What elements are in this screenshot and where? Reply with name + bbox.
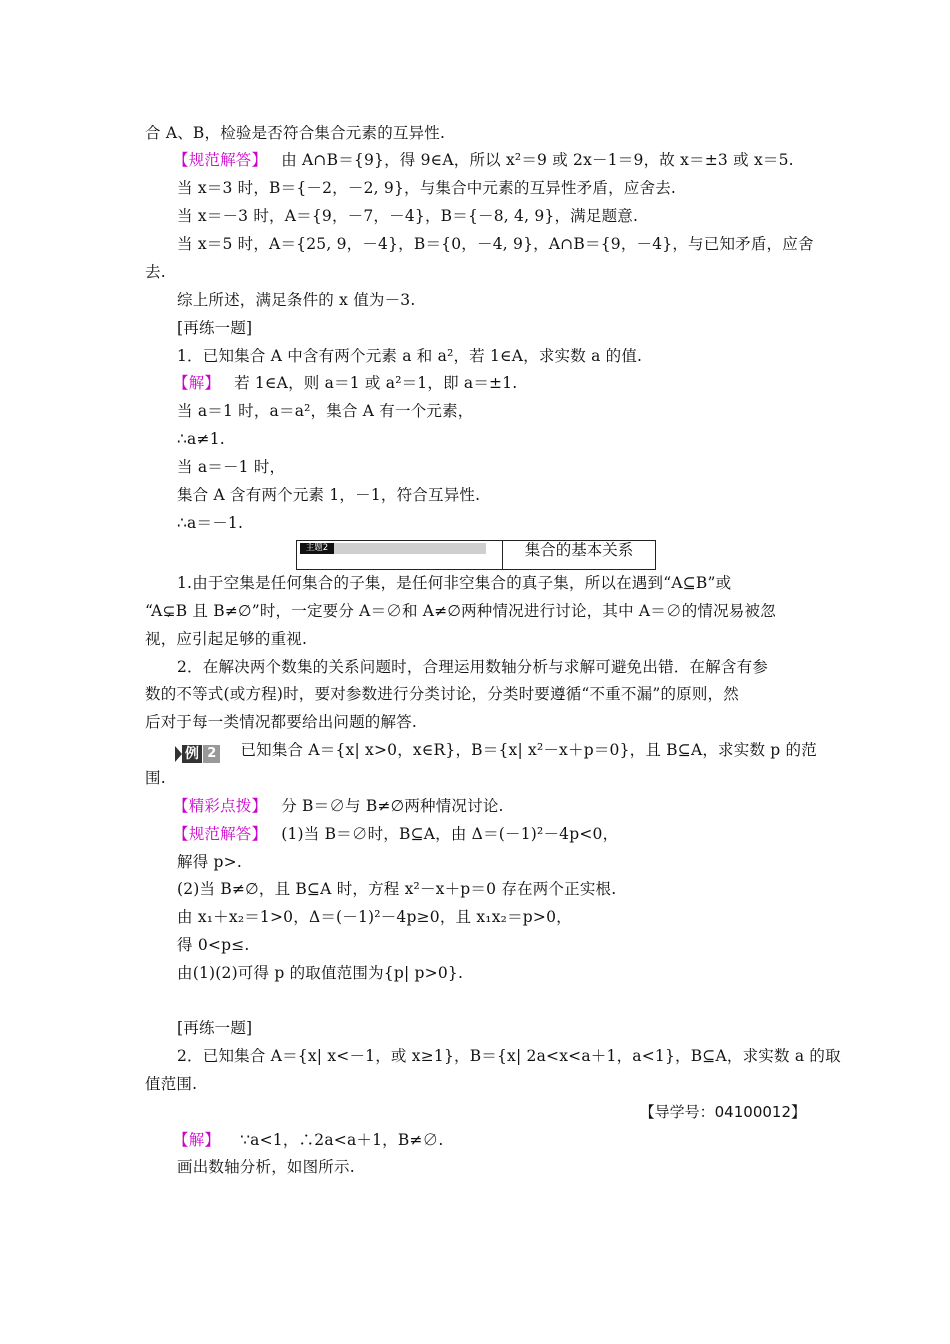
text-line bbox=[145, 1072, 197, 1096]
line-text: 数的不等式(或方程)时，要对参数进行分类讨论，分类时要遵循“不重不漏”的原则，然 bbox=[145, 685, 739, 703]
topic-label: 主题2 bbox=[300, 543, 334, 554]
text-line bbox=[177, 427, 225, 451]
text-line bbox=[177, 655, 768, 679]
text-line bbox=[177, 961, 463, 985]
line-text: 分 B＝∅与 B≠∅两种情况讨论. bbox=[281, 797, 504, 815]
line-text: 去. bbox=[145, 263, 166, 281]
answer-tag: 【解】 bbox=[173, 1131, 221, 1149]
text-line bbox=[177, 232, 814, 256]
example-badge-number: 2 bbox=[203, 745, 220, 763]
text-line bbox=[145, 627, 307, 651]
line-text: ∵a<1，∴2a<a＋1，B≠∅. bbox=[240, 1131, 444, 1149]
example-line bbox=[175, 738, 817, 765]
line-text: 当 x＝5 时，A＝{25, 9，－4}，B＝{0，－4, 9}，A∩B＝{9，－4}，与已知矛盾，应舍 bbox=[177, 235, 814, 253]
text-line bbox=[177, 571, 731, 595]
text-line bbox=[177, 399, 474, 423]
text-line bbox=[177, 877, 616, 901]
text-line bbox=[177, 176, 676, 200]
text-line bbox=[173, 794, 504, 818]
line-text: 值范围. bbox=[145, 1075, 198, 1093]
text-line bbox=[173, 822, 618, 846]
text-line bbox=[145, 260, 166, 284]
text-line bbox=[173, 148, 794, 172]
line-text: 合 A、B，检验是否符合集合元素的互异性. bbox=[145, 124, 446, 142]
hint-tag: 【精彩点拨】 bbox=[173, 797, 268, 815]
line-text: 当 a＝－1 时， bbox=[177, 458, 286, 476]
line-text: 当 a＝1 时，a＝a²，集合 A 有一个元素， bbox=[177, 402, 474, 420]
line-text: “A⊊B 且 B≠∅”时，一定要分 A＝∅和 A≠∅两种情况进行讨论，其中 A＝∅的情况易被忽 bbox=[145, 602, 776, 620]
text-line bbox=[177, 288, 416, 312]
answer-tag: 【解】 bbox=[173, 374, 221, 392]
line-text: 画出数轴分析，如图所示. bbox=[177, 1158, 355, 1176]
text-line bbox=[177, 483, 480, 507]
text-line bbox=[177, 204, 638, 228]
text-line bbox=[145, 766, 166, 790]
line-text: 已知集合 A＝{x| x>0，x∈R}，B＝{x| x²－x＋p＝0}，且 B⊆A，求实数 p 的范 bbox=[240, 741, 817, 759]
line-text: 1．已知集合 A 中含有两个元素 a 和 a²，若 1∈A，求实数 a 的值. bbox=[177, 347, 643, 365]
line-text: 视，应引起足够的重视. bbox=[145, 630, 308, 648]
guide-number: 【导学号：04100012】 bbox=[639, 1103, 806, 1121]
line-text: 综上所述，满足条件的 x 值为－3. bbox=[177, 291, 416, 309]
example-badge-text: 例 bbox=[182, 745, 202, 763]
text-line bbox=[177, 905, 572, 929]
line-text: 由 x₁＋x₂＝1>0，Δ＝(－1)²－4p≥0，且 x₁x₂＝p>0， bbox=[177, 908, 572, 926]
line-text: 当 x＝－3 时，A＝{9，－7，－4}，B＝{－8, 4, 9}，满足题意. bbox=[177, 207, 639, 225]
text-line bbox=[177, 455, 285, 479]
line-text: (1)当 B＝∅时，B⊆A，由 Δ＝(－1)²－4p<0， bbox=[281, 825, 619, 843]
topic-title: 集合的基本关系 bbox=[524, 541, 634, 559]
line-text: 当 x＝3 时，B＝{－2，－2, 9}，与集合中元素的互异性矛盾，应舍去. bbox=[177, 179, 677, 197]
line-text: 集合 A 含有两个元素 1，－1，符合互异性. bbox=[177, 486, 481, 504]
line-text: 1.由于空集是任何集合的子集，是任何非空集合的真子集，所以在遇到“A⊆B”或 bbox=[177, 574, 732, 592]
line-text: 由(1)(2)可得 p 的取值范围为{p| p>0}. bbox=[177, 964, 464, 982]
line-text: 后对于每一类情况都要给出问题的解答. bbox=[145, 713, 418, 731]
text-line bbox=[145, 599, 776, 623]
text-line bbox=[177, 344, 642, 368]
text-line bbox=[145, 121, 445, 145]
line-text: 由 A∩B＝{9}，得 9∈A，所以 x²＝9 或 2x－1＝9，故 x＝±3 或 x＝5. bbox=[281, 151, 794, 169]
text-line bbox=[173, 1128, 443, 1152]
line-text: [再练一题] bbox=[177, 1019, 253, 1037]
line-text: 围. bbox=[145, 769, 166, 787]
line-text: 解得 p>. bbox=[177, 853, 242, 871]
topic-bar bbox=[334, 543, 486, 554]
line-text: 若 1∈A，则 a＝1 或 a²＝1，即 a＝±1. bbox=[234, 374, 518, 392]
line-text: 2．已知集合 A＝{x| x<－1，或 x≥1}，B＝{x| 2a<x<a＋1，a<1}，B⊆A，求实数 a 的取 bbox=[177, 1047, 841, 1065]
text-line bbox=[145, 682, 739, 706]
text-line bbox=[177, 1155, 355, 1179]
text-line bbox=[173, 371, 517, 395]
solution-tag: 【规范解答】 bbox=[173, 825, 268, 843]
triangle-icon bbox=[175, 746, 182, 762]
text-line bbox=[177, 850, 242, 874]
line-text: 2．在解决两个数集的关系问题时，合理运用数轴分析与求解可避免出错．在解含有参 bbox=[177, 658, 768, 676]
line-text: 得 0<p≤. bbox=[177, 936, 250, 954]
practice-heading bbox=[177, 316, 252, 340]
line-text: (2)当 B≠∅，且 B⊆A 时，方程 x²－x＋p＝0 存在两个正实根. bbox=[177, 880, 617, 898]
practice-heading bbox=[177, 1016, 252, 1040]
line-text: [再练一题] bbox=[177, 319, 253, 337]
text-line bbox=[145, 710, 417, 734]
example-badge bbox=[175, 741, 220, 765]
line-text: ∴a＝－1. bbox=[177, 514, 244, 532]
text-line bbox=[177, 1044, 841, 1068]
line-text: ∴a≠1. bbox=[177, 430, 225, 448]
solution-tag: 【规范解答】 bbox=[173, 151, 268, 169]
text-line bbox=[177, 511, 243, 535]
text-line bbox=[177, 933, 250, 957]
topic-header bbox=[296, 540, 656, 570]
